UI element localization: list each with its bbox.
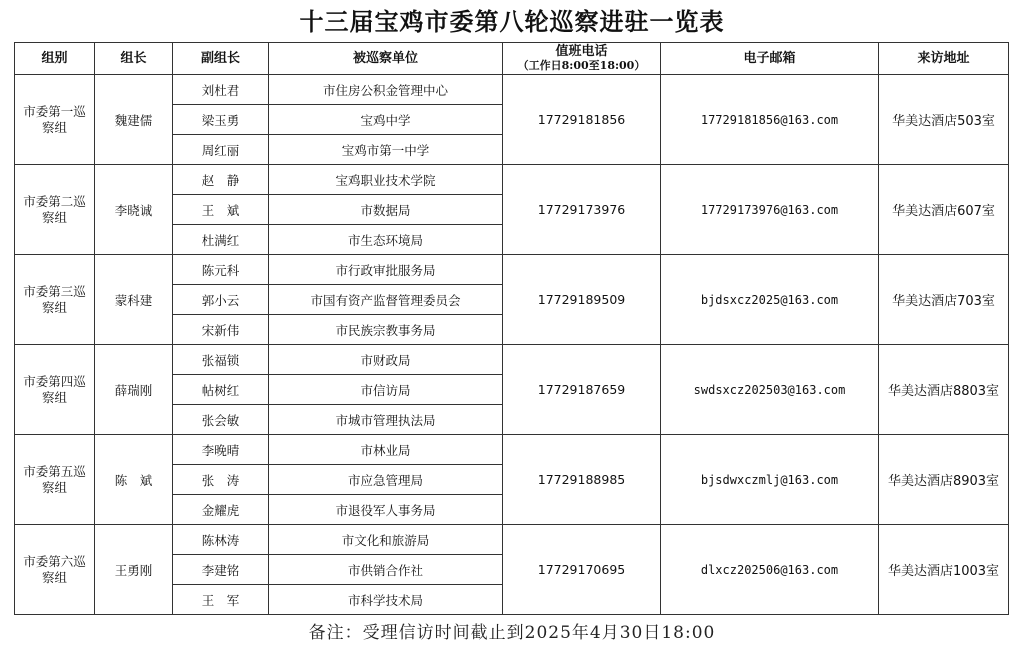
inspection-table (14, 42, 1009, 615)
deputy-cell: 王 斌 (173, 195, 269, 225)
unit-cell: 宝鸡职业技术学院 (269, 165, 503, 195)
unit-cell: 市民族宗教事务局 (269, 315, 503, 345)
address-cell: 华美达酒店1003室 (879, 525, 1009, 615)
group-name-cell: 市委第六巡察组 (15, 525, 95, 615)
header-deputy: 副组长 (173, 43, 269, 75)
unit-cell: 市住房公积金管理中心 (269, 75, 503, 105)
leader-cell: 蒙科建 (95, 255, 173, 345)
email-cell: swdsxcz202503@163.com (661, 345, 879, 435)
deputy-cell: 郭小云 (173, 285, 269, 315)
group-name-cell: 市委第五巡察组 (15, 435, 95, 525)
email-cell: 17729181856@163.com (661, 75, 879, 165)
table-body (15, 75, 1009, 615)
unit-cell: 宝鸡市第一中学 (269, 135, 503, 165)
deputy-cell: 陈林涛 (173, 525, 269, 555)
header-unit: 被巡察单位 (269, 43, 503, 75)
table-row (15, 75, 1009, 105)
table-row (15, 525, 1009, 555)
deputy-cell: 张会敏 (173, 405, 269, 435)
header-phone-label: 值班电话 (555, 43, 608, 59)
unit-cell: 市国有资产监督管理委员会 (269, 285, 503, 315)
unit-cell: 市行政审批服务局 (269, 255, 503, 285)
deputy-cell: 李建铭 (173, 555, 269, 585)
header-leader: 组长 (95, 43, 173, 75)
leader-cell: 魏建儒 (95, 75, 173, 165)
deputy-cell: 张 涛 (173, 465, 269, 495)
email-cell: bjsdwxczmlj@163.com (661, 435, 879, 525)
unit-cell: 市数据局 (269, 195, 503, 225)
group-name-cell: 市委第四巡察组 (15, 345, 95, 435)
unit-cell: 市文化和旅游局 (269, 525, 503, 555)
deputy-cell: 王 军 (173, 585, 269, 615)
leader-cell: 薛瑞刚 (95, 345, 173, 435)
email-cell: 17729173976@163.com (661, 165, 879, 255)
leader-cell: 李晓诚 (95, 165, 173, 255)
deputy-cell: 杜满红 (173, 225, 269, 255)
header-email: 电子邮箱 (661, 43, 879, 75)
deputy-cell: 周红丽 (173, 135, 269, 165)
address-cell: 华美达酒店8803室 (879, 345, 1009, 435)
deputy-cell: 刘杜君 (173, 75, 269, 105)
unit-cell: 市林业局 (269, 435, 503, 465)
group-name-cell: 市委第一巡察组 (15, 75, 95, 165)
table-row (15, 165, 1009, 195)
header-address: 来访地址 (879, 43, 1009, 75)
phone-cell: 17729170695 (503, 525, 661, 615)
phone-cell: 17729173976 (503, 165, 661, 255)
deputy-cell: 陈元科 (173, 255, 269, 285)
unit-cell: 市城市管理执法局 (269, 405, 503, 435)
footer-note: 备注：受理信访时间截止到2025年4月30日18:00 (308, 623, 716, 643)
unit-cell: 市科学技术局 (269, 585, 503, 615)
unit-cell: 市财政局 (269, 345, 503, 375)
unit-cell: 宝鸡中学 (269, 105, 503, 135)
phone-cell: 17729188985 (503, 435, 661, 525)
header-group: 组别 (15, 43, 95, 75)
unit-cell: 市供销合作社 (269, 555, 503, 585)
phone-cell: 17729181856 (503, 75, 661, 165)
address-cell: 华美达酒店703室 (879, 255, 1009, 345)
page-title: 十三届宝鸡市委第八轮巡察进驻一览表 (299, 7, 725, 36)
deputy-cell: 帖树红 (173, 375, 269, 405)
table-row (15, 255, 1009, 285)
phone-cell: 17729189509 (503, 255, 661, 345)
group-name-cell: 市委第三巡察组 (15, 255, 95, 345)
table-row (15, 345, 1009, 375)
deputy-cell: 金耀虎 (173, 495, 269, 525)
table-row (15, 435, 1009, 465)
leader-cell: 王勇刚 (95, 525, 173, 615)
unit-cell: 市应急管理局 (269, 465, 503, 495)
address-cell: 华美达酒店503室 (879, 75, 1009, 165)
email-cell: dlxcz202506@163.com (661, 525, 879, 615)
deputy-cell: 张福锁 (173, 345, 269, 375)
unit-cell: 市信访局 (269, 375, 503, 405)
leader-cell: 陈 斌 (95, 435, 173, 525)
header-row (15, 43, 1009, 75)
header-phone-hours: （工作日8:00至18:00） (517, 58, 646, 72)
address-cell: 华美达酒店8903室 (879, 435, 1009, 525)
phone-cell: 17729187659 (503, 345, 661, 435)
deputy-cell: 赵 静 (173, 165, 269, 195)
deputy-cell: 宋新伟 (173, 315, 269, 345)
address-cell: 华美达酒店607室 (879, 165, 1009, 255)
email-cell: bjdsxcz2025@163.com (661, 255, 879, 345)
unit-cell: 市退役军人事务局 (269, 495, 503, 525)
header-phone (503, 43, 661, 75)
deputy-cell: 梁玉勇 (173, 105, 269, 135)
unit-cell: 市生态环境局 (269, 225, 503, 255)
group-name-cell: 市委第二巡察组 (15, 165, 95, 255)
deputy-cell: 李晚晴 (173, 435, 269, 465)
